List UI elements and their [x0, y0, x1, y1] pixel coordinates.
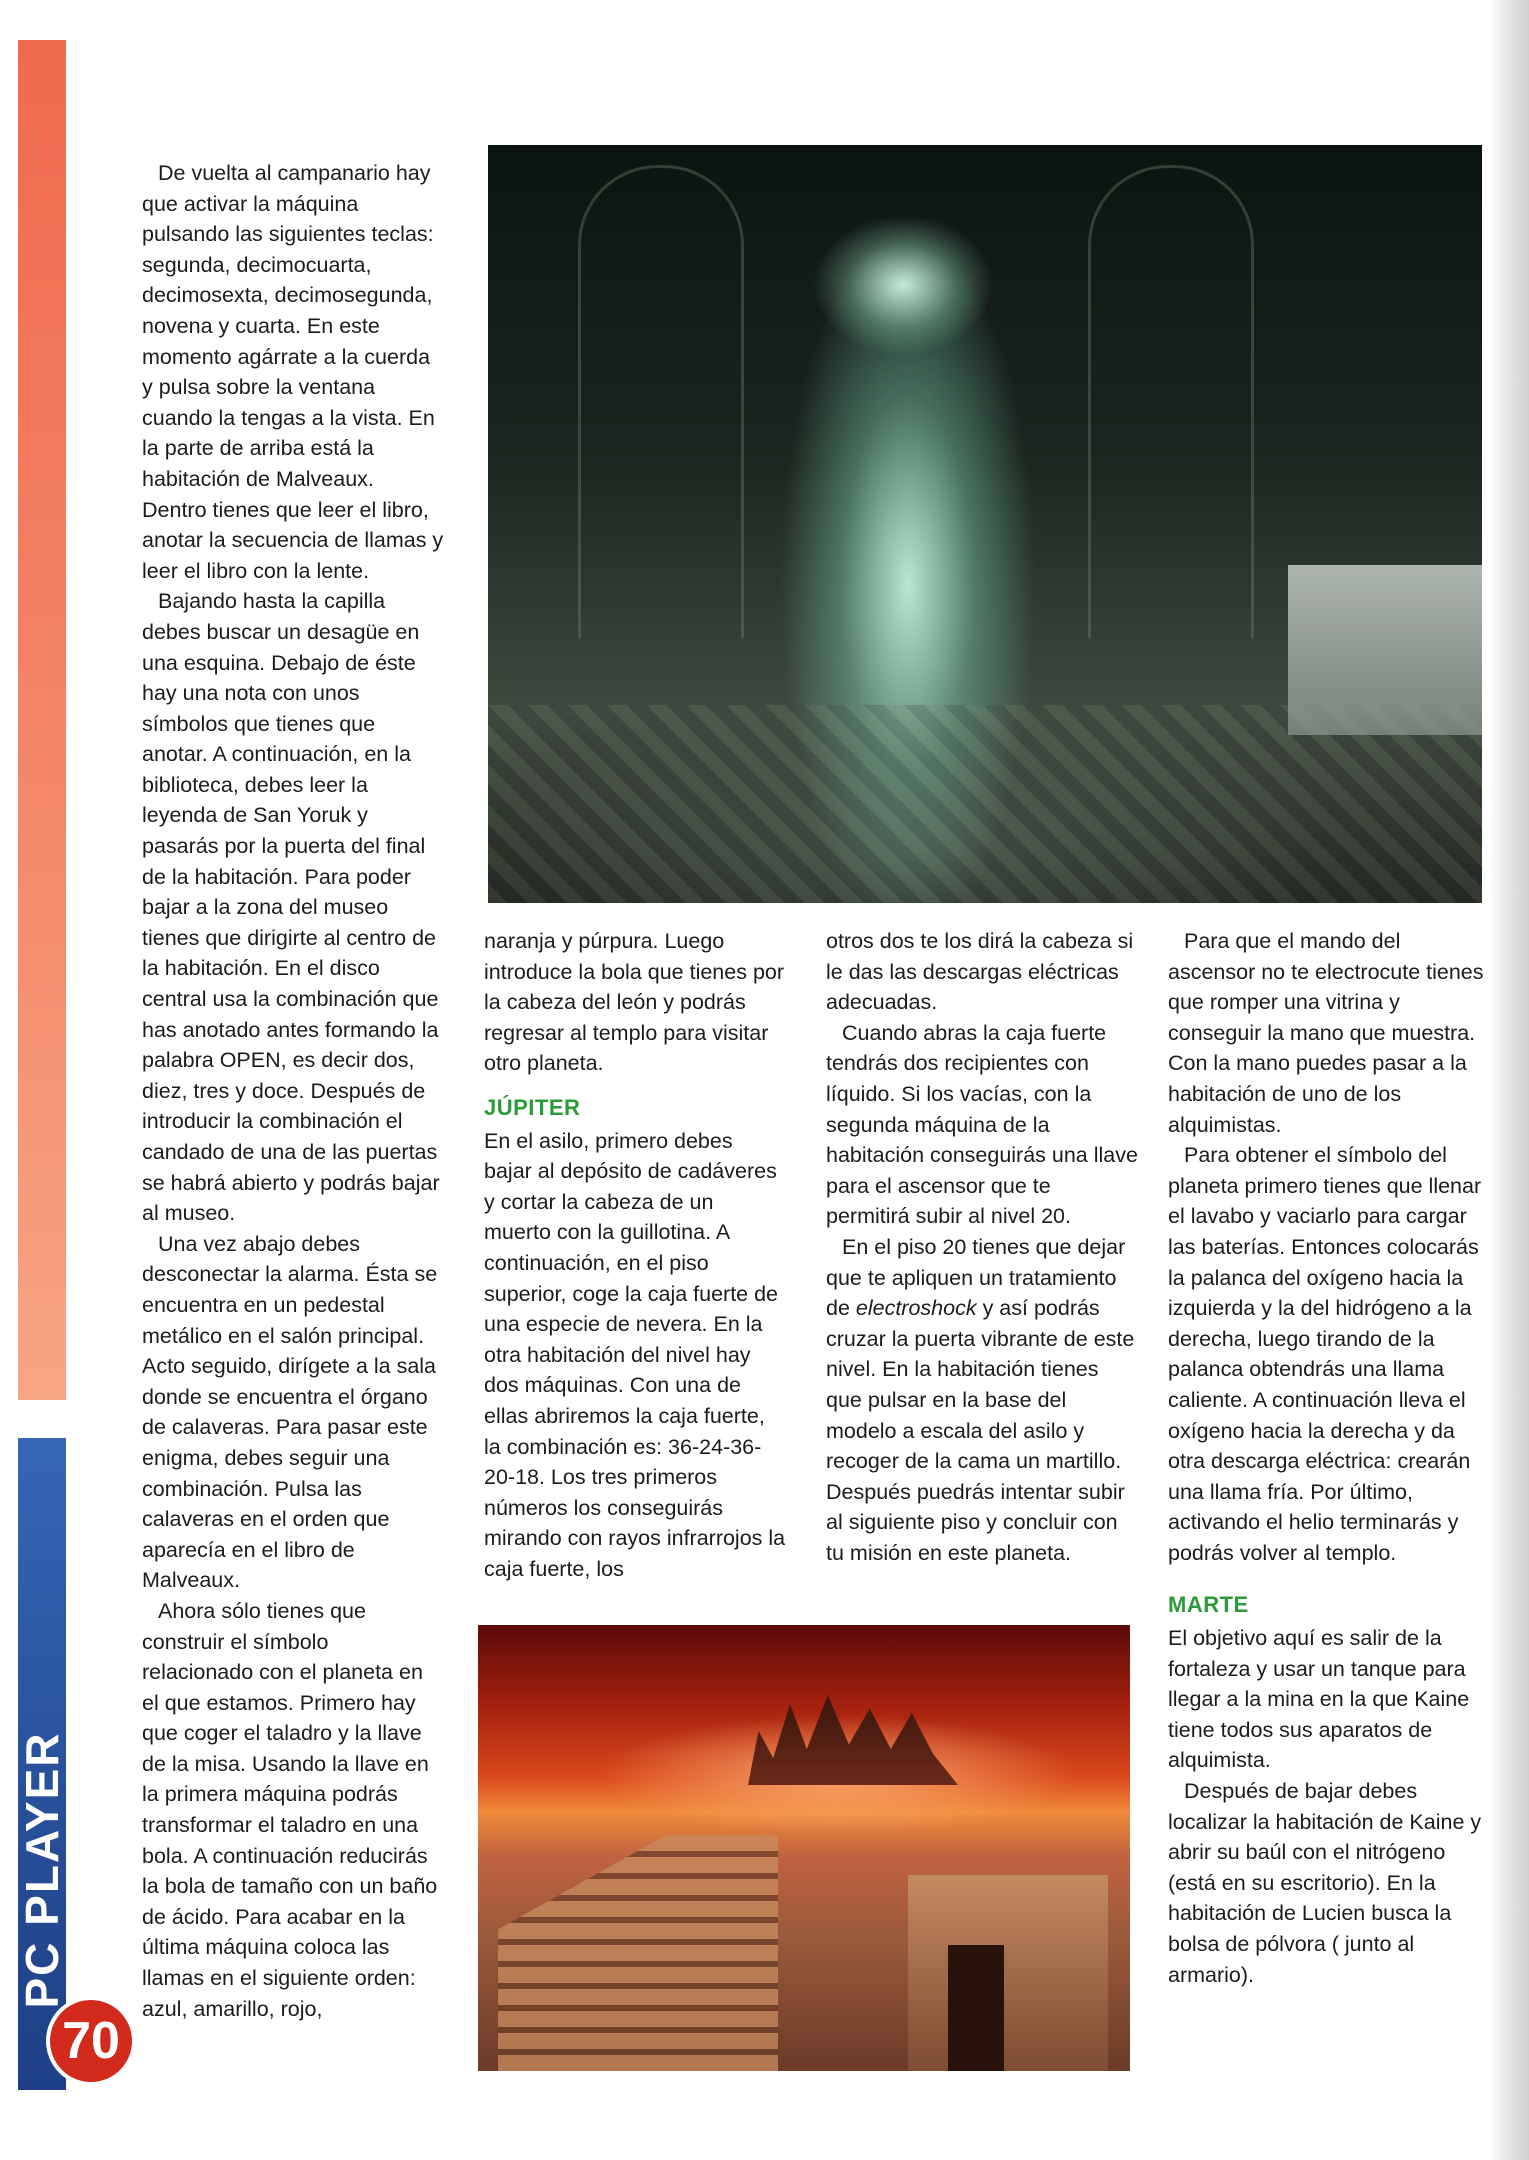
magazine-brand: PC PLAYER — [16, 1731, 68, 2009]
side-color-bar — [18, 40, 66, 1400]
paragraph: Ahora sólo tienes que construir el símbolo relacionado con el planeta en el que estamos. Primero hay que coger el taladro y la llave de la misa. Usando la llave en la primera máquina podrás transformar el taladro en una bola. A continuación reducirás la bola de tamaño con un baño de ácido. Para acabar en la última máquina coloca las llamas en el siguiente orden: azul, amarillo, rojo, — [142, 1598, 438, 2021]
stone-temple — [908, 1875, 1108, 2071]
column-2 — [484, 926, 786, 1584]
paragraph: Una vez abajo debes desconectar la alarma. Ésta se encuentra en un pedestal metálico en el salón principal. Acto seguido, dirígete a la sala donde se encuentra el órgano de calaveras. Para pasar este enigma, debes seguir una combinación. Pulsa las calaveras en el orden que aparecía en el libro de Malveaux. — [142, 1231, 438, 1593]
bed — [1288, 565, 1482, 735]
paragraph: Después de bajar debes localizar la habitación de Kaine y abrir su baúl con el nitrógeno (está en su escritorio). En la habitación de Lucien busca la bolsa de pólvora ( junto al armario). — [1168, 1779, 1482, 1987]
arch-left — [578, 165, 744, 638]
ghost-in-asylum-screenshot — [488, 145, 1482, 903]
paragraph: Para obtener el símbolo del planeta primero tienes que llenar el lavabo y vaciarlo para cargar las baterías. Entonces colocarás la palanca del oxígeno hacia la izquierda y la del hidrógeno a la derecha, luego tirando de la palanca obtendrás una llama caliente. A continuación lleva el oxígeno hacia la derecha y da otra descarga eléctrica: crearán una llama fría. Por último, activando el helio terminarás y podrás volver al templo. — [1168, 1143, 1482, 1565]
mars-fortress-screenshot — [478, 1625, 1130, 2071]
emphasis-electroshock: electroshock — [855, 1296, 977, 1321]
page-edge-shadow — [1487, 0, 1529, 2160]
column-1 — [142, 158, 444, 2024]
column-3 — [826, 926, 1138, 1568]
paragraph: Para que el mando del ascensor no te electrocute tienes que romper una vitrina y conseguir la mano que muestra. Con la mano puedes pasar a la habitación de uno de los alquimistas. — [1168, 929, 1484, 1137]
text-run: En el piso 20 tienes que dejar que te apliquen un tratamiento de — [826, 1234, 1126, 1321]
temple-door — [948, 1945, 1004, 2071]
paragraph: naranja y púrpura. Luego introduce la bola que tienes por la cabeza del león y podrás regresar al templo para visitar otro planeta. — [484, 929, 785, 1076]
paragraph: De vuelta al campanario hay que activar la máquina pulsando las siguientes teclas: segunda, decimocuarta, decimosexta, decimosegunda, novena y cuarta. En este momento agárrate a la cuerda y pulsa sobre la ventana cuando la tengas a la vista. En la parte de arriba está la habitación de Malveaux. Dentro tienes que leer el libro, anotar la secuencia de llamas y leer el libro con la lente. — [142, 161, 444, 583]
paragraph — [826, 1232, 1138, 1569]
arch-right — [1088, 165, 1254, 638]
paragraph: Bajando hasta la capilla debes buscar un desagüe en una esquina. Debajo de éste hay una nota con unos símbolos que tienes que anotar. A continuación, en la biblioteca, debes leer la leyenda de San Yoruk y pasarás por la puerta del final de la habitación. Para poder bajar a la zona del museo tienes que dirigirte al centro de la habitación. En el disco central usa la combinación que has anotado antes formando la palabra OPEN, es decir dos, diez, tres y doce. Después de introducir la combinación el candado de una de las puertas se habrá abierto y podrás bajar al museo. — [142, 589, 440, 1226]
paragraph: El objetivo aquí es salir de la fortaleza y usar un tanque para llegar a la mina en la que Kaine tiene todos sus aparatos de alquimista. — [1168, 1626, 1470, 1773]
paragraph: En el asilo, primero debes bajar al depósito de cadáveres y cortar la cabeza de un muerto con la guillotina. A continuación, en el piso superior, coge la caja fuerte de una especie de nevera. En la otra habitación del nivel hay dos máquinas. Con una de ellas abriremos la caja fuerte, la combinación es: 36-24-36-20-18. Los tres primeros números los conseguirás mirando con rayos infrarrojos la caja fuerte, los — [484, 1128, 786, 1581]
paragraph: otros dos te los dirá la cabeza si le das las descargas eléctricas adecuadas. — [826, 929, 1134, 1015]
text-run: y así podrás cruzar la puerta vibrante de este nivel. En la habitación tienes que pulsar en la base del modelo a escala del asilo y recoger de la cama un martillo. Después puedrás intentar subir al siguiente piso y concluir con tu misión en este planeta. — [826, 1296, 1135, 1565]
paragraph: Cuando abras la caja fuerte tendrás dos recipientes con líquido. Si los vacías, con la segunda máquina de la habitación conseguirás una llave para el ascensor que te permitirá subir al nivel 20. — [826, 1020, 1138, 1229]
page-number-badge: 70 — [50, 2000, 132, 2082]
stone-stairs — [498, 1835, 778, 2071]
column-4 — [1168, 926, 1486, 1990]
castle-silhouette — [748, 1695, 958, 1785]
section-heading-marte: MARTE — [1168, 1592, 1249, 1618]
section-heading-jupiter: JÚPITER — [484, 1094, 581, 1120]
